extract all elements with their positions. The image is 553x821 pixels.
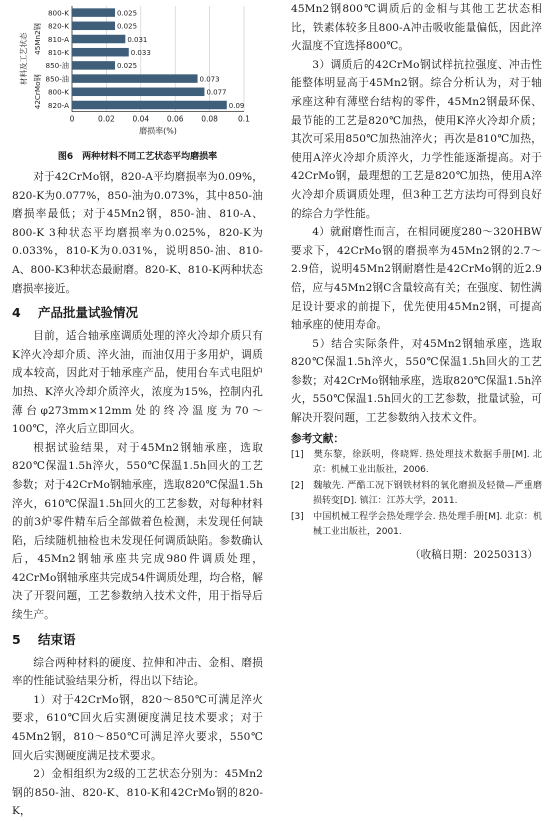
bar-value-label: 0.025 xyxy=(117,9,138,18)
right-column xyxy=(291,0,542,562)
section-number: 5 xyxy=(12,631,21,647)
chart-svg xyxy=(12,0,263,148)
bar-value-label: 0.033 xyxy=(130,49,151,57)
category-label: 800-K xyxy=(47,8,69,18)
reference-item: [1] 樊东黎，徐跃明，佟晓辉. 热处理技术数据手册[M]. 北京：机械工业出版社，2006. xyxy=(291,449,542,476)
paragraph: 4）就耐磨性而言，在相同硬度280～320HBW要求下，42CrMo钢的磨损率为45Mn2钢的2.7～2.9倍，说明45Mn2钢耐磨性是42CrMo钢的近2.9倍，应与45Mn2钢C含量较高有关；在强度、韧性满足设计要求的前提下，优先使用45Mn2钢，可提高轴承座的使用寿命。 xyxy=(291,226,542,332)
section-title: 产品批量试验情况 xyxy=(38,305,139,321)
x-tick-label: 0.06 xyxy=(166,114,184,124)
category-label: 820-A xyxy=(47,100,69,110)
bar xyxy=(72,8,115,17)
paragraph: 综合两种材料的硬度、拉伸和冲击、金相、磨损率的性能试验结果分析，得出以下结论。 xyxy=(12,656,263,688)
group-label: 42CrMo钢 xyxy=(33,74,42,110)
group-label: 45Mn2钢 xyxy=(33,23,42,55)
y-axis-title: 材料及工艺状态 xyxy=(19,32,28,86)
bar-value-label: 0.031 xyxy=(127,35,148,44)
bar xyxy=(72,74,198,83)
category-label: 850-油 xyxy=(45,74,69,84)
bar xyxy=(72,101,227,110)
figure-caption: 图6 两种材料不同工艺状态平均磨损率 xyxy=(57,152,218,162)
bar xyxy=(72,35,125,44)
bar-value-label: 0.073 xyxy=(199,75,220,84)
paragraph: 目前，适合轴承座调质处理的淬火冷却介质只有K淬火冷却介质、淬火油，而油仅用于多用炉，调质成本较高，因此对于轴承座产品，使用台车式电阻炉加热、K淬火冷却介质淬火，浓度为15%，控制内孔薄台φ273mm×12mm处的终冷温度为70～100℃，淬火后立即回火。 xyxy=(12,330,263,436)
bar-value-label: 0.025 xyxy=(117,62,138,71)
paragraph: 3）调质后的42CrMo钢试样抗拉强度、冲击性能整体明显高于45Mn2钢。综合分析认为，对于轴承座这种有薄壁台结构的零件，45Mn2钢最环保、最节能的工艺是820℃加热，使用K淬火冷却介质；其次可采用850℃加热油淬火；再次是810℃加热，使用A淬火冷却介质淬火，力学性能逐渐提高。对于42CrMo钢，最理想的工艺是820℃加热，使用A淬火冷却介质调质处理，但3种工艺方法均可得到良好的综合力学性能。 xyxy=(291,58,542,220)
category-label: 850-油 xyxy=(45,61,69,71)
x-axis-title: 磨损率(%) xyxy=(139,126,177,136)
x-tick-label: 0.04 xyxy=(132,114,150,124)
x-tick-label: 0.02 xyxy=(98,114,115,124)
x-tick-label: 0.1 xyxy=(238,114,250,124)
references-heading: 参考文献： xyxy=(291,432,344,445)
wear-rate-chart xyxy=(12,0,263,148)
section-heading-4 xyxy=(12,304,263,322)
paragraph: 根据试验结果，对于45Mn2钢轴承座，选取820℃保温1.5h淬火，550℃保温1.5h回火的工艺参数；对于42CrMo钢轴承座，选取820℃保温1.5h淬火，610℃保温1.5h回火的工艺参数，对每种材料的前3炉零件精车后全部做着色检测，未发现任何缺陷，后续随机抽检也未发现任何调质缺陷。参数确认后，45Mn2钢轴承座共完成980件调质处理，42CrMo钢轴承座共完成54件调质处理，均合格，解决了开裂问题，工艺参数纳入技术文件，用于指导后续生产。 xyxy=(12,441,263,622)
category-label: 810-A xyxy=(47,34,69,44)
paragraph: 对于42CrMo钢，820-A平均磨损率为0.09%，820-K为0.077%，850-油为0.073%，其中850-油磨损率最低；对于45Mn2钢，850-油、810-A、800-K 3种状态平均磨损率为0.025%，820-K为0.033%，810-K为0.031%，说明850-油、810-A、800-K3种状态最耐磨。820-K、810-K两种状态磨损率接近。 xyxy=(12,171,263,295)
bar-value-label: 0.09 xyxy=(228,101,245,110)
bar xyxy=(72,48,129,57)
category-label: 820-K xyxy=(47,21,69,31)
bar xyxy=(72,61,115,70)
bar xyxy=(72,22,115,31)
left-column xyxy=(12,0,263,821)
bar-value-label: 0.077 xyxy=(206,88,227,97)
reference-item: [3] 中国机械工程学会热处理学会. 热处理手册[M]. 北京：机械工业出版社，2001. xyxy=(291,511,542,538)
section-number: 4 xyxy=(12,305,21,321)
reference-item: [2] 魏敏先. 严酷工况下钢铁材料的氧化磨损及轻微—严重磨损转变[D]. 镇江：江苏大学，2011. xyxy=(291,480,542,507)
x-tick-label: 0 xyxy=(69,114,75,124)
category-label: 810-K xyxy=(47,48,69,57)
paragraph: 5）结合实际条件，对45Mn2钢轴承座，选取820℃保温1.5h淬火，550℃保温1.5h回火的工艺参数；对42CrMo钢轴承座，选取820℃保温1.5h淬火，550℃保温1.5h回火的工艺参数，批量试验，可解决开裂问题，工艺参数纳入技术文件。 xyxy=(291,337,542,425)
received-date: （收稿日期：20250313） xyxy=(409,548,538,561)
paragraph: 2）金相组织为2级的工艺状态分别为：45Mn2钢的850-油、820-K、810-K和42CrMo钢的820-K， xyxy=(12,768,263,818)
bar xyxy=(72,88,204,97)
paragraph: 1）对于42CrMo钢，820～850℃可满足淬火要求，610℃回火后实测硬度满足技术要求；对于45Mn2钢，810～850℃可满足淬火要求，550℃回火后实测硬度满足技术要求。 xyxy=(12,693,263,762)
category-label: 800-K xyxy=(47,87,69,97)
x-tick-label: 0.08 xyxy=(201,114,218,124)
paragraph: 45Mn2钢800℃调质后的金相与其他工艺状态相比，铁素体较多且800-A冲击吸收能量偏低，因此淬火温度不宜选择800℃。 xyxy=(291,3,542,53)
section-title: 结束语 xyxy=(38,631,76,647)
section-heading-5 xyxy=(12,631,263,649)
bar-value-label: 0.025 xyxy=(117,22,138,31)
